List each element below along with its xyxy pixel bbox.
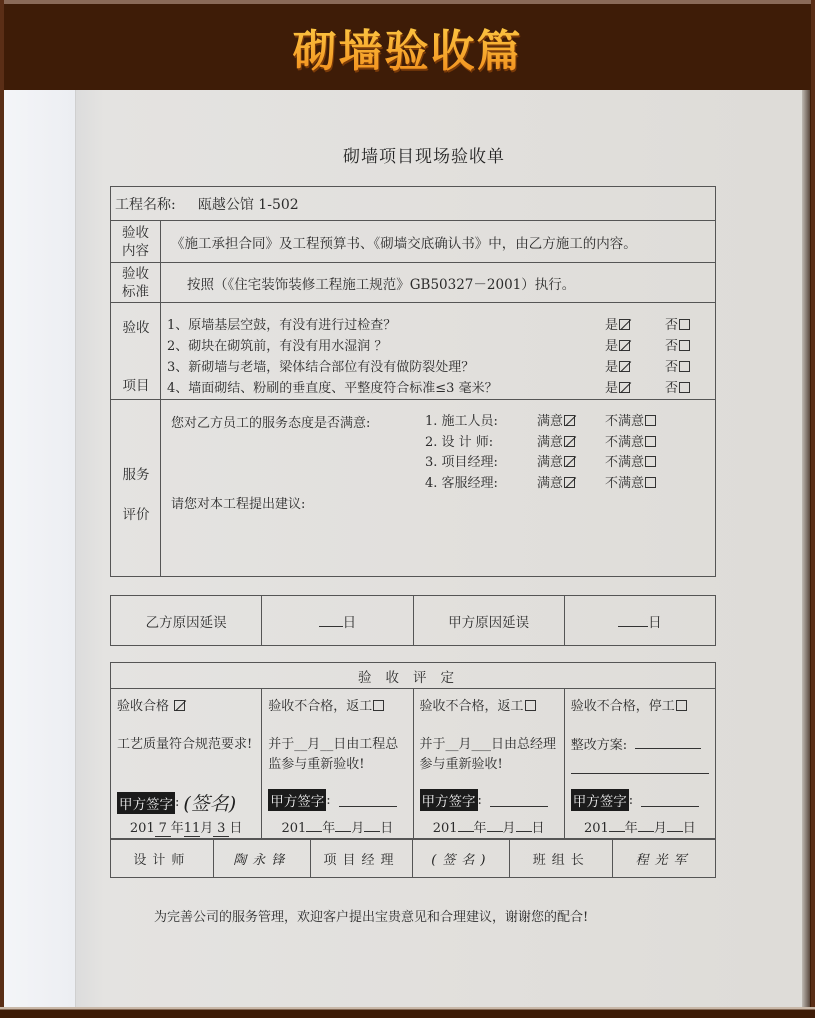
footer-note: 为完善公司的服务管理，欢迎客户提出宝贵意见和合理建议，谢谢您的配合! — [154, 910, 589, 925]
page-right-edge — [802, 90, 810, 1007]
signature-line[interactable] — [641, 793, 699, 807]
date-field[interactable]: 201 年 月 日 — [583, 821, 696, 836]
staff-ratings — [425, 412, 656, 494]
standard-label: 验收 标准 — [111, 263, 161, 303]
content-row — [111, 221, 716, 263]
foreman-signature[interactable]: 程光军 — [613, 840, 716, 878]
verdict-table — [110, 662, 716, 839]
signature-line[interactable] — [339, 793, 397, 807]
items-row — [111, 303, 716, 400]
verdict-option-stop: 验收不合格，停工 整改方案: 甲方签字 : 201 年 月 日 — [564, 689, 715, 839]
banner-title: 砌墙验收篇 — [293, 15, 523, 79]
no-checkbox[interactable] — [679, 382, 690, 393]
check-item: 4、墙面砌结、粉刷的垂直度、平整度符合标准≤3 毫米？ 是 否 — [167, 378, 705, 399]
content-text: 《施工承担合同》及工程预算书、《砌墙交底确认书》中，由乙方施工的内容。 — [161, 221, 716, 263]
items-label: 验收 项目 — [111, 303, 161, 400]
a-delay-days[interactable]: 日 — [564, 596, 715, 646]
frame-bottom — [0, 1007, 815, 1018]
standard-text: 按照（《住宅装饰装修工程施工规范》GB50327－2001）执行。 — [161, 263, 716, 303]
sign-label: 甲方签字 — [571, 789, 629, 811]
staff-rating-row: 1. 施工人员: 满意 不满意 — [425, 412, 656, 433]
rework-checkbox[interactable] — [373, 700, 384, 711]
designer-label: 设计师 — [111, 840, 214, 878]
check-item: 2、砌块在砌筑前，有没有用水湿润 ？ 是 否 — [167, 336, 705, 357]
acceptance-form — [110, 186, 716, 878]
document-photo — [4, 90, 810, 1007]
sign-label: 甲方签字 — [420, 789, 478, 811]
handwritten-signature: (签名) — [183, 793, 237, 815]
no-checkbox[interactable] — [679, 340, 690, 351]
title-banner — [4, 4, 811, 90]
service-label: 服务 评价 — [111, 400, 161, 577]
delay-table — [110, 595, 716, 646]
unsatisfied-checkbox[interactable] — [645, 436, 656, 447]
satisfied-checkbox[interactable] — [564, 415, 575, 426]
verdict-option-pass: 验收合格 工艺质量符合规范要求! 甲方签字 : (签名) 201 7 年11月 3 日 — [111, 689, 262, 839]
sign-label: 甲方签字 — [117, 792, 175, 814]
unsatisfied-checkbox[interactable] — [645, 456, 656, 467]
sign-label: 甲方签字 — [268, 789, 326, 811]
frame-right — [811, 0, 815, 1018]
pass-checkbox[interactable] — [174, 700, 185, 711]
date-field[interactable]: 201 年 月 日 — [281, 821, 394, 836]
check-item: 3、新砌墙与老墙，梁体结合部位有没有做防裂处理？ 是 否 — [167, 357, 705, 378]
content-label: 验收 内容 — [111, 221, 161, 263]
main-table — [110, 186, 716, 577]
b-delay-days[interactable]: 日 — [262, 596, 413, 646]
satisfaction-prompt: 您对乙方员工的服务态度是否满意: — [171, 416, 371, 431]
standard-row — [111, 263, 716, 303]
project-name-row — [111, 187, 716, 221]
foreman-label: 班组长 — [510, 840, 613, 878]
service-evaluation — [161, 400, 716, 577]
satisfied-checkbox[interactable] — [564, 456, 575, 467]
items-list — [161, 303, 716, 400]
document-title: 砌墙项目现场验收单 — [343, 147, 505, 167]
a-delay-label: 甲方原因延误 — [413, 596, 564, 646]
staff-rating-row: 4. 客服经理: 满意 不满意 — [425, 474, 656, 495]
signature-line[interactable] — [490, 793, 548, 807]
no-checkbox[interactable] — [679, 361, 690, 372]
verdict-header: 验收评定 — [111, 663, 716, 689]
plan-line[interactable] — [571, 758, 709, 774]
yes-checkbox[interactable] — [619, 340, 630, 351]
stop-checkbox[interactable] — [676, 700, 687, 711]
rework-checkbox[interactable] — [525, 700, 536, 711]
date-field[interactable]: 201 年 月 日 — [432, 821, 545, 836]
unsatisfied-checkbox[interactable] — [645, 477, 656, 488]
yes-checkbox[interactable] — [619, 319, 630, 330]
suggestion-label: 请您对本工程提出建议: — [171, 497, 306, 512]
pm-signature[interactable]: (签名) — [413, 840, 510, 878]
no-checkbox[interactable] — [679, 319, 690, 330]
project-name-value: 瓯越公馆 1-502 — [197, 196, 299, 213]
satisfied-checkbox[interactable] — [564, 436, 575, 447]
verdict-option-rework-director: 验收不合格，返工 并于__月__日由工程总监参与重新验收! 甲方签字 : 201 年 月 日 — [262, 689, 413, 839]
yes-checkbox[interactable] — [619, 361, 630, 372]
unsatisfied-checkbox[interactable] — [645, 415, 656, 426]
pm-label: 项目经理 — [310, 840, 413, 878]
date-field[interactable]: 201 7 年11月 3 日 — [129, 821, 243, 836]
staff-rating-row: 2. 设 计 师: 满意 不满意 — [425, 433, 656, 454]
project-name-label: 工程名称: — [115, 196, 176, 213]
designer-signature[interactable]: 陶永锋 — [213, 840, 310, 878]
satisfied-checkbox[interactable] — [564, 477, 575, 488]
service-row — [111, 400, 716, 577]
b-delay-label: 乙方原因延误 — [111, 596, 262, 646]
verdict-option-rework-gm: 验收不合格，返工 并于__月___日由总经理参与重新验收! 甲方签字 : 201 年 月 日 — [413, 689, 564, 839]
left-page-edge — [4, 90, 76, 1007]
signatures-table — [110, 839, 716, 878]
yes-checkbox[interactable] — [619, 382, 630, 393]
staff-rating-row: 3. 项目经理: 满意 不满意 — [425, 453, 656, 474]
check-item: 1、原墙基层空鼓，有没有进行过检查？ 是 否 — [167, 315, 705, 336]
